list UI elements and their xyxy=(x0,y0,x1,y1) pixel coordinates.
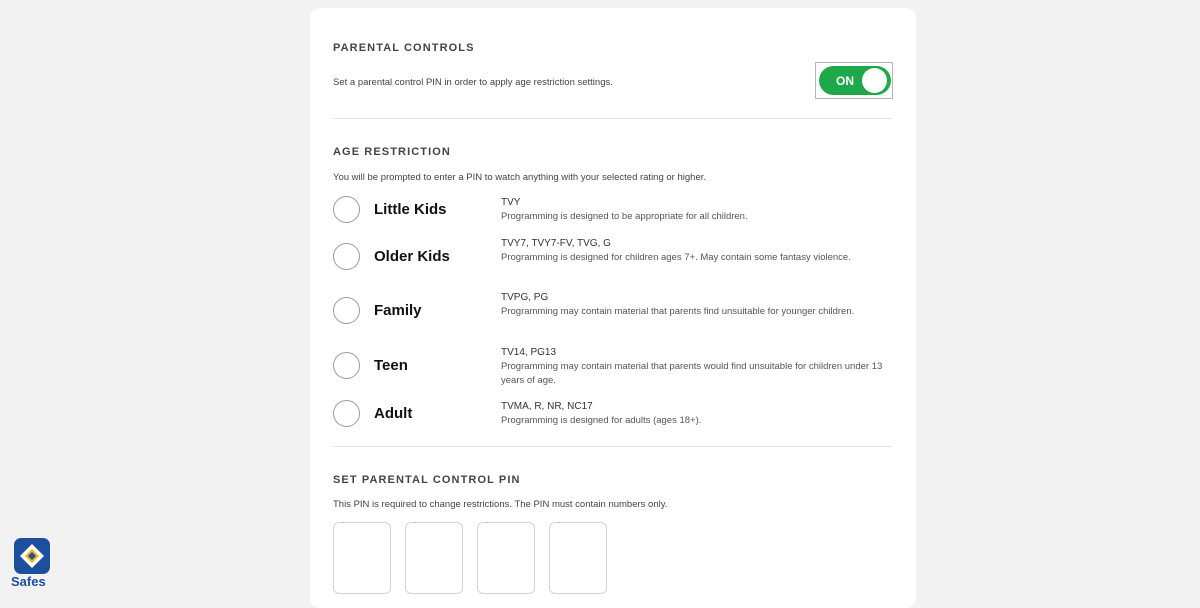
pin-digit-input[interactable] xyxy=(549,522,607,594)
rating-codes: TVMA, R, NR, NC17 xyxy=(501,401,593,412)
pin-description: This PIN is required to change restrictions. The PIN must contain numbers only. xyxy=(333,499,668,510)
rating-info xyxy=(501,291,891,319)
rating-codes: TVPG, PG xyxy=(501,292,549,303)
parental-controls-toggle[interactable] xyxy=(819,66,891,95)
pin-digit-input[interactable] xyxy=(477,522,535,594)
toggle-label: ON xyxy=(836,74,854,88)
pin-title: SET PARENTAL CONTROL PIN xyxy=(333,474,521,486)
rating-codes: TV14, PG13 xyxy=(501,347,557,358)
safes-watermark-text: Safes xyxy=(11,574,46,589)
toggle-knob xyxy=(862,68,887,93)
age-label: Older Kids xyxy=(374,248,450,265)
rating-codes: TVY7, TVY7-FV, TVG, G xyxy=(501,238,611,249)
age-label: Little Kids xyxy=(374,201,447,218)
rating-description: Programming is designed for children ages 7+. May contain some fantasy violence. xyxy=(501,252,851,263)
radio-family[interactable] xyxy=(333,297,360,324)
rating-codes: TVY xyxy=(501,197,521,208)
rating-description: Programming may contain material that parents find unsuitable for younger children. xyxy=(501,306,855,317)
rating-info xyxy=(501,237,891,265)
radio-older-kids[interactable] xyxy=(333,243,360,270)
parental-controls-description: Set a parental control PIN in order to apply age restriction settings. xyxy=(333,77,613,88)
divider xyxy=(333,118,893,119)
age-restriction-title: AGE RESTRICTION xyxy=(333,146,451,158)
rating-description: Programming may contain material that parents would find unsuitable for children under 13 years of age. xyxy=(501,361,883,386)
pin-digit-input[interactable] xyxy=(405,522,463,594)
rating-info xyxy=(501,346,891,388)
toggle-focus-frame xyxy=(815,62,893,99)
age-label: Teen xyxy=(374,357,408,374)
rating-info xyxy=(501,196,891,224)
radio-little-kids[interactable] xyxy=(333,196,360,223)
rating-info xyxy=(501,400,891,428)
age-label: Adult xyxy=(374,405,413,422)
radio-adult[interactable] xyxy=(333,400,360,427)
settings-card xyxy=(310,8,916,608)
radio-teen[interactable] xyxy=(333,352,360,379)
rating-description: Programming is designed for adults (ages 18+). xyxy=(501,415,702,426)
pin-digit-input[interactable] xyxy=(333,522,391,594)
age-label: Family xyxy=(374,302,422,319)
safes-logo-icon xyxy=(14,538,50,574)
parental-controls-title: PARENTAL CONTROLS xyxy=(333,42,475,54)
age-restriction-description: You will be prompted to enter a PIN to watch anything with your selected rating or higher. xyxy=(333,172,707,183)
rating-description: Programming is designed to be appropriate for all children. xyxy=(501,211,748,222)
divider xyxy=(333,446,893,447)
